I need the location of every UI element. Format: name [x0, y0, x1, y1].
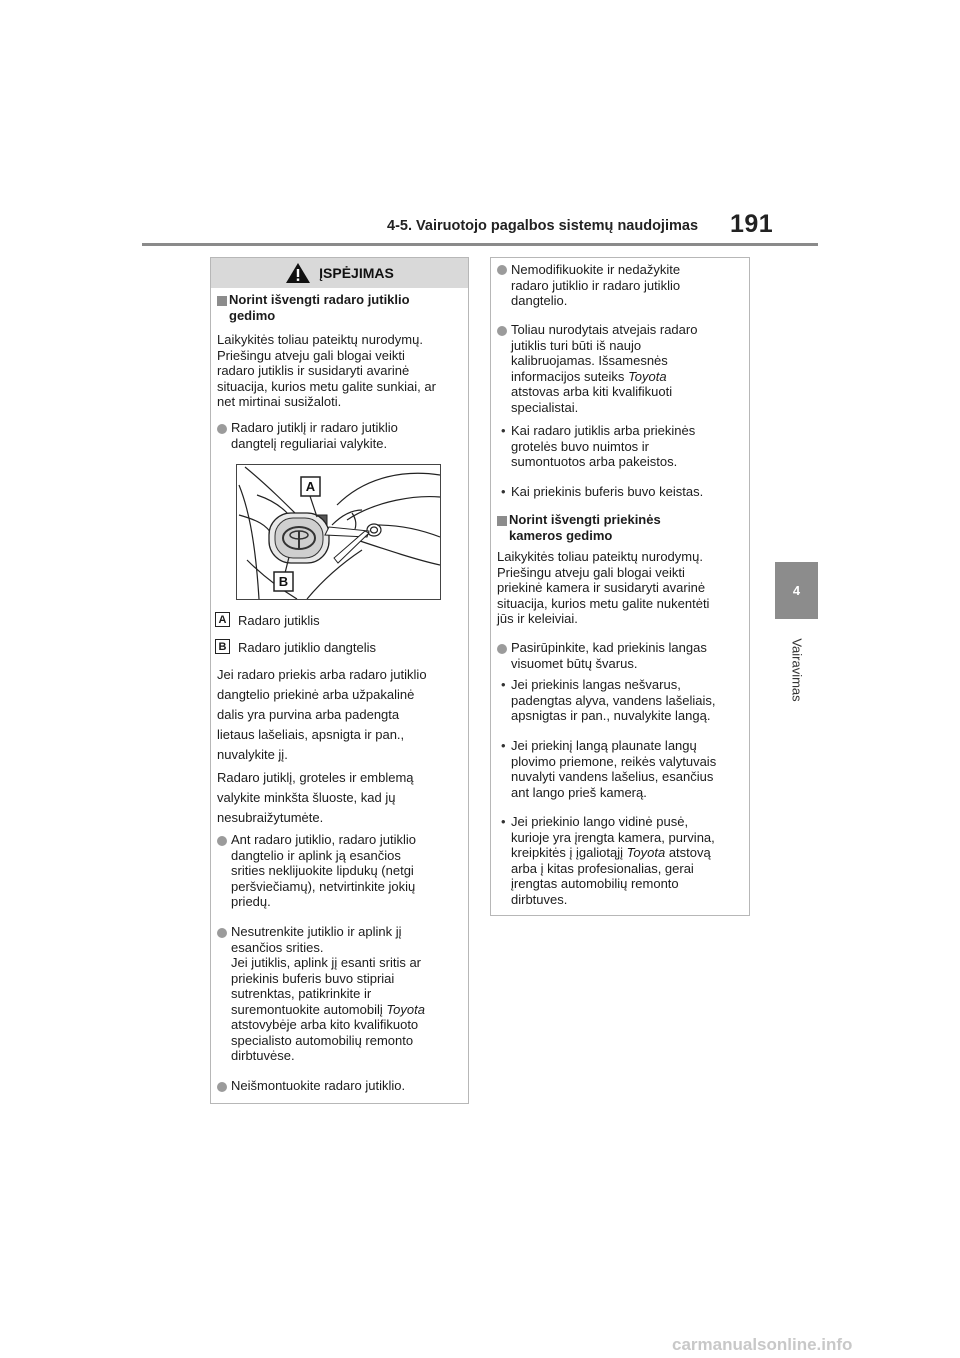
page-number: 191	[730, 210, 774, 238]
header-rule	[142, 243, 818, 246]
bullet-no-modify: Nemodifikuokite ir nedažykite radaro jutiklio ir radaro jutiklio dangtelio.	[511, 262, 681, 308]
warning-box-right	[490, 257, 750, 916]
bullet-no-disassemble: Neišmontuokite radaro jutiklio.	[231, 1078, 406, 1093]
sub-bullet-icon: •	[501, 814, 506, 829]
bullet-no-stickers: Ant radaro jutiklio, radaro jutiklio dangtelio ir aplink ją esančios srities neklijuokite lipdukų (netgi peršviečiamų), netvirtinkite jokių priedų.	[231, 832, 416, 909]
sub-bullet-icon: •	[501, 677, 506, 692]
paragraph-soft-cloth: Radaro jutiklį, groteles ir emblemą valykite minkšta šluoste, kad jų nesubraižytumėte.	[217, 770, 414, 825]
sub-bullet-grille: Kai radaro jutiklis arba priekinės grotelės buvo nuimtos ir sumontuotos arba pakeistos.	[511, 423, 696, 469]
section-heading: Norint išvengti radaro jutiklio gedimo	[229, 292, 410, 323]
chapter-label	[777, 630, 817, 710]
bullet-clean-sensor: Radaro jutiklį ir radaro jutiklio dangtelį reguliariai valykite.	[231, 420, 398, 451]
chapter-number: 4	[792, 583, 801, 598]
header-section-title: 4-5. Vairuotojo pagalbos sistemų naudojimas	[387, 218, 699, 234]
section-marker-icon	[217, 296, 227, 306]
bullet-dot-icon	[217, 1082, 227, 1092]
figure-label-b: B	[278, 574, 289, 589]
warning-box-left	[210, 257, 469, 1104]
intro-text: Laikykitės toliau pateiktų nurodymų. Priešingu atveju gali blogai veikti radaro jutiklis ir susidaryti avarinė situacija, kurios metu galite sunkiai, ar net mirtinai susižaloti.	[217, 332, 436, 409]
section-marker-icon	[497, 516, 507, 526]
legend-letter-a: A	[215, 612, 230, 627]
bullet-dot-icon	[497, 265, 507, 275]
warning-triangle-icon	[285, 262, 311, 284]
watermark: carmanualsonline.info	[672, 1335, 853, 1354]
legend-text-a: Radaro jutiklis	[238, 613, 320, 628]
sub-bullet-icon: •	[501, 484, 506, 499]
bullet-no-impact: Nesutrenkite jutiklio ir aplink jį esančios srities. Jei jutiklis, aplink jį esanti sritis ar priekinis buferis buvo stipriai sutrenktas, patikrinkite ir suremontuokite automobilį Toyota atstovybėje arba kito kvalifikuoto specialisto automobilių remonto dirbtuvėse.	[231, 924, 425, 1063]
sub-bullet-bumper: Kai priekinis buferis buvo keistas.	[511, 484, 704, 499]
bullet-dot-icon	[217, 424, 227, 434]
sub-bullet-icon: •	[501, 738, 506, 753]
section-heading-camera: Norint išvengti priekinės kameros gedimo	[509, 512, 661, 543]
bullet-calibration: Toliau nurodytais atvejais radaro jutiklis turi būti iš naujo kalibruojamas. Išsamesnės informacijos suteiks Toyota atstovas arba kiti kvalifikuoti specialistai.	[511, 322, 698, 415]
bullet-dot-icon	[497, 326, 507, 336]
legend-text-b: Radaro jutiklio dangtelis	[238, 640, 377, 655]
chapter-tab	[775, 562, 818, 619]
intro-text-camera: Laikykitės toliau pateiktų nurodymų. Priešingu atveju gali blogai veikti priekinė kamera ir susidaryti avarinė situacija, kurios metu galite nukentėti jūs ir keleiviai.	[497, 549, 710, 626]
chapter-label-text: Vairavimas	[789, 638, 805, 702]
warning-header	[211, 258, 468, 288]
warning-title: ĮSPĖJIMAS	[319, 265, 394, 281]
bullet-dot-icon	[497, 644, 507, 654]
radar-sensor-figure	[236, 464, 441, 600]
bullet-dot-icon	[217, 928, 227, 938]
legend-letter-b: B	[215, 639, 230, 654]
bullet-windshield-clean: Pasirūpinkite, kad priekinis langas visuomet būtų švarus.	[511, 640, 707, 671]
sub-bullet-washer: Jei priekinį langą plaunate langų plovimo priemone, reikės valytuvais nuvalyti vandens lašelius, esančius ant lango prieš kamerą.	[511, 738, 717, 800]
sub-bullet-inner-side: Jei priekinio lango vidinė pusė, kurioje yra įrengta kamera, purvina, kreipkitės į įgaliotąjį Toyota atstovą arba į kitas profesionalias, gerai įrengtas automobilių remonto dirbtuves.	[511, 814, 715, 907]
sub-bullet-dirty-windshield: Jei priekinis langas nešvarus, padengtas alyva, vandens lašeliais, apsnigtas ir pan., nuvalykite langą.	[511, 677, 716, 723]
sub-bullet-icon: •	[501, 423, 506, 438]
figure-label-a: A	[305, 479, 316, 494]
paragraph-dirty-radar: Jei radaro priekis arba radaro jutiklio dangtelio priekinė arba užpakalinė dalis yra purvina arba padengta lietaus lašeliais, apsnigta ir pan., nuvalykite jį.	[217, 667, 427, 762]
bullet-dot-icon	[217, 836, 227, 846]
